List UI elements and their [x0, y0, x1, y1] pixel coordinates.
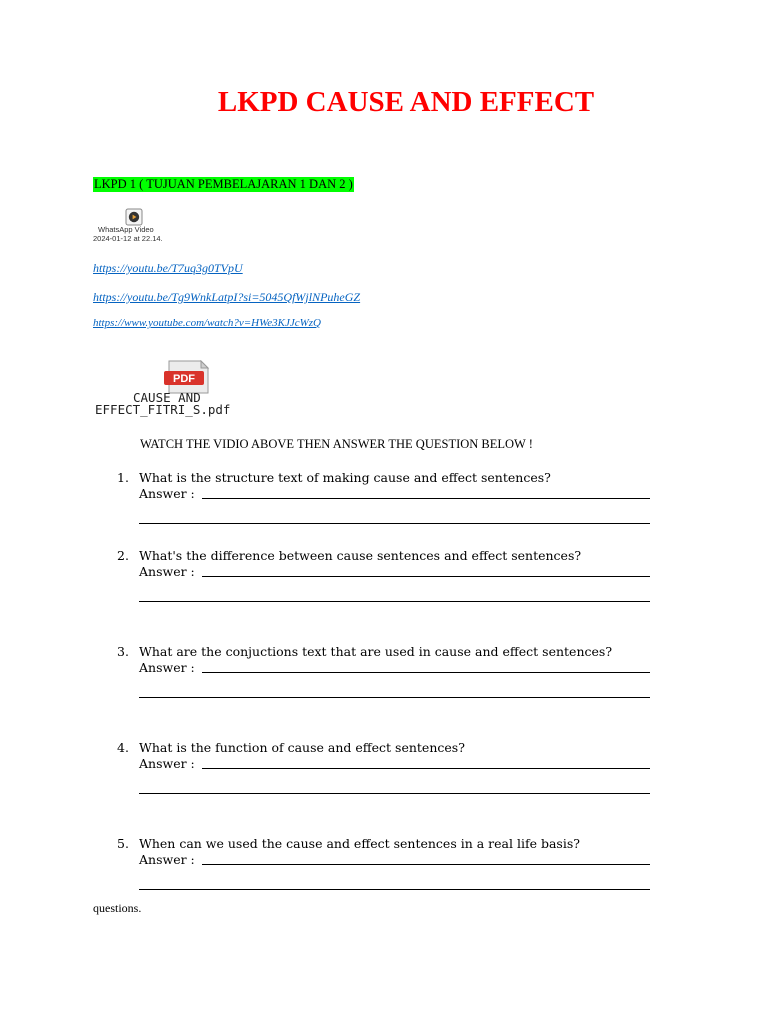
answer-line[interactable] — [202, 864, 650, 865]
answer-line[interactable] — [202, 768, 650, 769]
instruction-text: WATCH THE VIDIO ABOVE THEN ANSWER THE QUESTION BELOW ! — [140, 437, 533, 451]
link-youtube-1[interactable]: https://youtu.be/T7uq3g0TVpU — [93, 261, 243, 275]
answer-line[interactable] — [202, 498, 650, 499]
answer-label: Answer : — [139, 564, 195, 579]
question-number: 5. — [117, 836, 129, 851]
pdf-attachment-name-line1: CAUSE AND — [133, 390, 201, 405]
answer-line[interactable] — [202, 576, 650, 577]
question-number: 2. — [117, 548, 129, 563]
pdf-attachment-name-line2: EFFECT_FITRI_S.pdf — [95, 402, 231, 417]
answer-line[interactable] — [139, 523, 650, 524]
video-attachment-date: 2024-01-12 at 22.14. — [93, 233, 163, 243]
answer-label: Answer : — [139, 852, 195, 867]
answer-line[interactable] — [202, 672, 650, 673]
answer-line[interactable] — [139, 793, 650, 794]
pdf-attachment[interactable] — [95, 360, 295, 422]
question-text: What is the function of cause and effect sentences? — [139, 740, 465, 755]
question-text: What is the structure text of making cause and effect sentences? — [139, 470, 551, 485]
footer-text: questions. — [93, 901, 142, 915]
answer-line[interactable] — [139, 697, 650, 698]
answer-label: Answer : — [139, 660, 195, 675]
video-attachment-name: WhatsApp Video — [98, 225, 154, 234]
video-attachment[interactable] — [93, 208, 193, 248]
page-title: LKPD CAUSE AND EFFECT — [217, 86, 595, 118]
pdf-file-icon — [163, 360, 213, 394]
question-number: 1. — [117, 470, 129, 485]
question-number: 4. — [117, 740, 129, 755]
pdf-badge: PDF — [173, 373, 195, 385]
answer-line[interactable] — [139, 889, 650, 890]
answer-line[interactable] — [139, 601, 650, 602]
question-text: What's the difference between cause sentences and effect sentences? — [139, 548, 582, 563]
section-label: LKPD 1 ( TUJUAN PEMBELAJARAN 1 DAN 2 ) — [94, 177, 353, 191]
question-text: When can we used the cause and effect sentences in a real life basis? — [139, 836, 580, 851]
link-youtube-3[interactable]: https://www.youtube.com/watch?v=HWe3KJJcWzQ — [93, 317, 321, 329]
link-youtube-2[interactable]: https://youtu.be/Tg9WnkLatpI?si=5045QfWjlNPuheGZ — [93, 290, 361, 304]
video-file-icon — [125, 208, 143, 226]
answer-label: Answer : — [139, 756, 195, 771]
question-number: 3. — [117, 644, 129, 659]
answer-label: Answer : — [139, 486, 195, 501]
question-text: What are the conjuctions text that are used in cause and effect sentences? — [139, 644, 613, 659]
